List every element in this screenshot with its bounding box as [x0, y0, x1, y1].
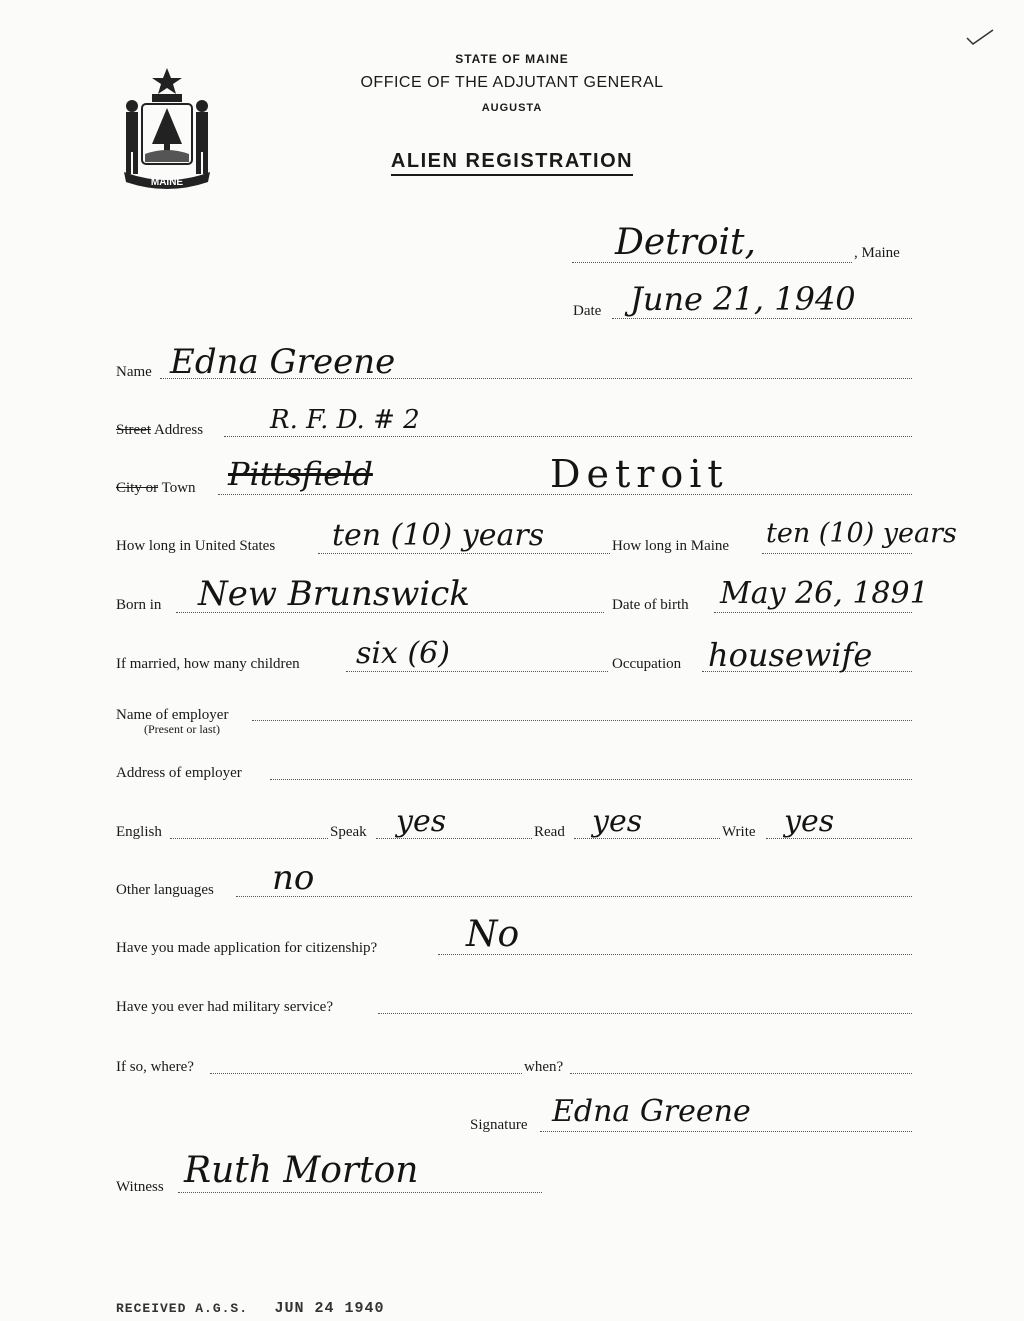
maine-label: , Maine: [854, 245, 900, 261]
how-long-maine-label: How long in Maine: [612, 538, 730, 554]
date-of-birth-line: [714, 612, 912, 613]
witness-line: [178, 1192, 542, 1193]
where-line: [210, 1073, 522, 1074]
address-value: R. F. D. # 2: [270, 405, 420, 435]
how-long-us-value: ten (10) years: [332, 518, 545, 553]
town-struck-value: Pittsfield: [228, 455, 373, 493]
date-line: [612, 318, 912, 319]
date-label: Date: [573, 303, 602, 319]
english-label: English: [116, 824, 162, 840]
born-in-label: Born in: [116, 597, 162, 613]
how-long-maine-line: [762, 553, 912, 554]
other-languages-label: Other languages: [116, 882, 214, 898]
town-header-value: Detroit,: [615, 222, 756, 263]
name-label: Name: [116, 364, 152, 380]
date-of-birth-value: May 26, 1891: [720, 576, 929, 611]
when-line: [570, 1073, 912, 1074]
when-label: when?: [524, 1059, 564, 1075]
employer-address-line: [270, 779, 912, 780]
date-value: June 21, 1940: [630, 280, 856, 318]
occupation-value: housewife: [708, 636, 873, 674]
header-office: OFFICE OF THE ADJUTANT GENERAL: [360, 74, 664, 91]
signature-line: [540, 1131, 912, 1132]
how-long-us-label: How long in United States: [116, 538, 276, 554]
write-value: yes: [784, 804, 835, 839]
town-value: Detroit: [550, 452, 729, 496]
citizenship-label: Have you made application for citizenship?: [116, 940, 378, 956]
english-line: [170, 838, 328, 839]
employer-note: (Present or last): [144, 722, 220, 736]
speak-label: Speak: [330, 824, 367, 840]
signature-value: Edna Greene: [552, 1094, 751, 1129]
citizenship-value: No: [466, 914, 520, 955]
children-value: six (6): [356, 636, 450, 671]
received-stamp: RECEIVED A.G.S. JUN 24 1940: [116, 1300, 385, 1317]
how-long-us-line: [318, 553, 610, 554]
header-city: AUGUSTA: [481, 102, 543, 114]
witness-label: Witness: [116, 1179, 164, 1195]
witness-value: Ruth Morton: [184, 1150, 419, 1191]
military-label: Have you ever had military service?: [116, 999, 333, 1015]
born-in-value: New Brunswick: [198, 574, 470, 614]
military-line: [378, 1013, 912, 1014]
check-mark-icon: [965, 28, 995, 48]
children-label: If married, how many children: [116, 656, 300, 672]
other-languages-value: no: [272, 858, 315, 898]
header-state: STATE OF MAINE: [455, 52, 569, 66]
read-value: yes: [592, 804, 643, 839]
other-languages-line: [236, 896, 912, 897]
seal-banner-text: MAINE: [150, 177, 184, 188]
name-value: Edna Greene: [170, 342, 396, 382]
employer-label: Name of employer: [116, 707, 229, 723]
how-long-maine-value: ten (10) years: [766, 518, 957, 549]
town-label: City or Town: [116, 480, 196, 496]
employer-address-label: Address of employer: [116, 765, 242, 781]
children-line: [346, 671, 608, 672]
speak-value: yes: [396, 804, 447, 839]
date-of-birth-label: Date of birth: [612, 597, 689, 613]
address-line: [224, 436, 912, 437]
signature-label: Signature: [470, 1117, 528, 1133]
read-label: Read: [534, 824, 565, 840]
address-label: Street Address: [116, 422, 204, 438]
where-label: If so, where?: [116, 1059, 194, 1075]
occupation-label: Occupation: [612, 656, 682, 672]
employer-line: [252, 720, 912, 721]
form-title: ALIEN REGISTRATION: [0, 150, 1024, 173]
write-label: Write: [722, 824, 756, 840]
